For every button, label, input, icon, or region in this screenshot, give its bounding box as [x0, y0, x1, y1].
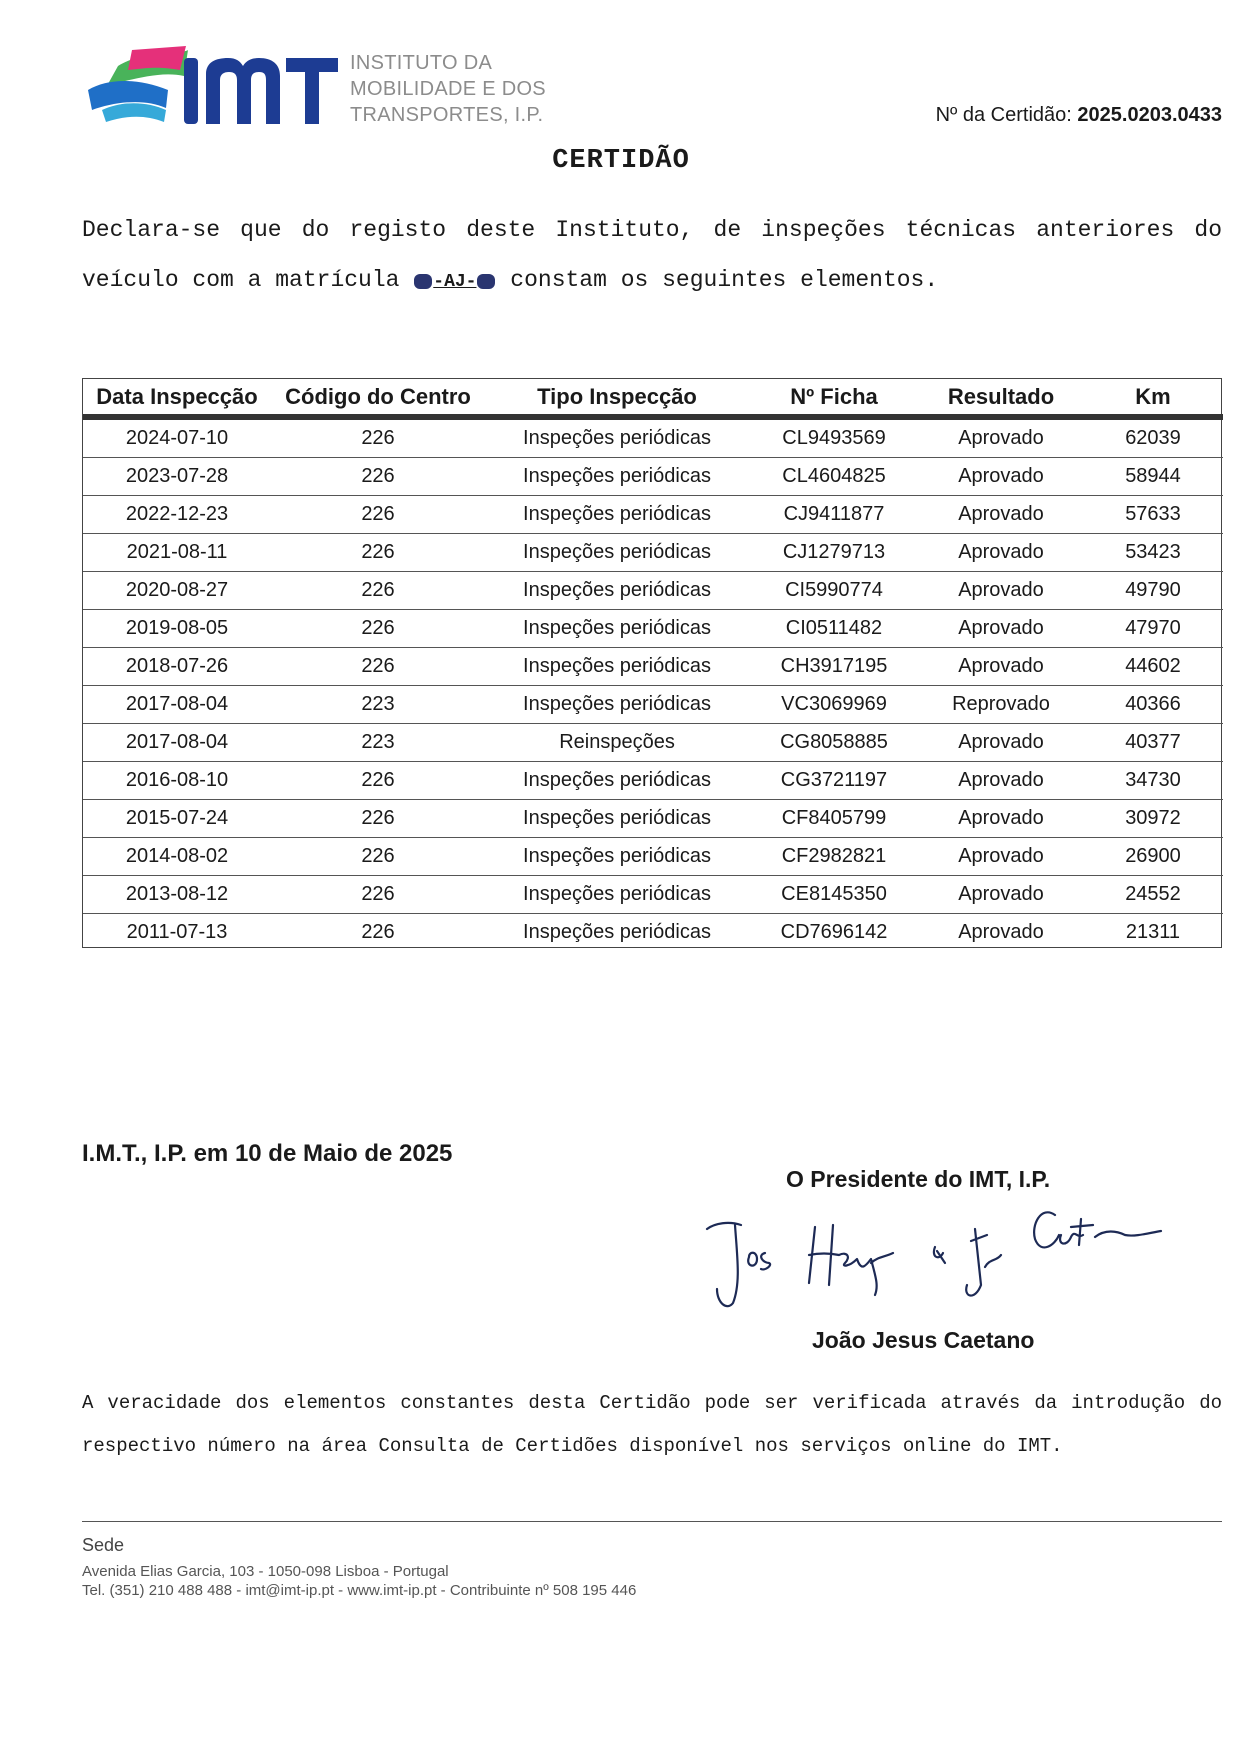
logo-letters: [184, 58, 338, 124]
institute-line: INSTITUTO DA: [350, 52, 493, 74]
table-cell: 26900: [1083, 838, 1223, 876]
logo-wave-cyan: [102, 103, 166, 122]
table-cell: 2021-08-11: [83, 534, 271, 572]
table-cell: 2020-08-27: [83, 572, 271, 610]
table-cell: Aprovado: [919, 800, 1083, 838]
table-cell: CF2982821: [749, 838, 919, 876]
table-cell: Aprovado: [919, 876, 1083, 914]
table-cell: 2017-08-04: [83, 724, 271, 762]
table-cell: 34730: [1083, 762, 1223, 800]
table-cell: 2015-07-24: [83, 800, 271, 838]
table-cell: 226: [271, 572, 485, 610]
table-cell: Aprovado: [919, 534, 1083, 572]
table-cell: Aprovado: [919, 762, 1083, 800]
table-cell: Aprovado: [919, 610, 1083, 648]
place-and-date: I.M.T., I.P. em 10 de Maio de 2025: [82, 1140, 453, 1167]
table-cell: Aprovado: [919, 458, 1083, 496]
table-cell: 226: [271, 762, 485, 800]
table-cell: 47970: [1083, 610, 1223, 648]
table-cell: 226: [271, 610, 485, 648]
footer-contacts: Tel. (351) 210 488 488 - imt@imt-ip.pt - www.imt-ip.pt - Contribuinte nº 508 195 446: [82, 1582, 637, 1599]
signer-role: O Presidente do IMT, I.P.: [786, 1166, 1051, 1192]
signer-name: João Jesus Caetano: [812, 1327, 1035, 1353]
table-cell: Aprovado: [958, 921, 1044, 943]
table-row: [83, 800, 1223, 838]
imt-logo: [88, 44, 338, 128]
table-cell: 226: [271, 800, 485, 838]
table-cell: CF8405799: [749, 800, 919, 838]
redaction-mark: [477, 274, 495, 289]
intro-text-end: constam os seguintes elementos.: [510, 267, 939, 293]
table-cell: 57633: [1083, 496, 1223, 534]
table-cell: 226: [271, 417, 485, 458]
intro-paragraph: [82, 205, 1222, 307]
table-row: [83, 686, 1223, 724]
table-cell: 2013-08-12: [83, 876, 271, 914]
table-cell: Inspeções periódicas: [485, 876, 749, 914]
column-header: Tipo Inspecção: [485, 379, 749, 417]
institute-line: TRANSPORTES, I.P.: [350, 104, 544, 126]
redaction-mark: [414, 274, 432, 289]
table-cell: 58944: [1083, 458, 1223, 496]
table-cell: Aprovado: [919, 838, 1083, 876]
table-row: [83, 876, 1223, 914]
table-cell: 40366: [1083, 686, 1223, 724]
table-row: [83, 496, 1223, 534]
table-cell: Inspeções periódicas: [523, 921, 711, 943]
logo-letter-t: [286, 58, 338, 124]
table-row: [83, 572, 1223, 610]
table-cell: 40377: [1083, 724, 1223, 762]
table-cell: CI0511482: [749, 610, 919, 648]
table-cell: 2014-08-02: [83, 838, 271, 876]
table-row: [83, 762, 1223, 800]
table-cell: Reinspeções: [485, 724, 749, 762]
verification-note: A veracidade dos elementos constantes desta Certidão pode ser verificada através da introdução do respectivo número na área Consulta de Certidões disponível nos serviços online do IMT.: [82, 1392, 1222, 1457]
table-row: [83, 724, 1223, 762]
table-row: [83, 458, 1223, 496]
table-cell: 226: [271, 496, 485, 534]
table-cell: 2011-07-13: [126, 921, 228, 943]
table-cell: 226: [271, 876, 485, 914]
table-cell: CL9493569: [749, 417, 919, 458]
footer-sede-label: Sede: [82, 1535, 125, 1555]
table-cell: 44602: [1083, 648, 1223, 686]
footer-divider: [82, 1521, 1222, 1522]
table-cell: Inspeções periódicas: [485, 838, 749, 876]
table-cell: Inspeções periódicas: [485, 496, 749, 534]
column-header: Data Inspecção: [83, 379, 271, 417]
table-cell: 226: [271, 648, 485, 686]
document-title: CERTIDÃO: [552, 146, 690, 176]
table-cell: Inspeções periódicas: [485, 458, 749, 496]
table-cell: Inspeções periódicas: [485, 572, 749, 610]
table-cell: CI5990774: [749, 572, 919, 610]
table-cell: Inspeções periódicas: [485, 800, 749, 838]
inspection-table: [82, 378, 1222, 948]
table-cell: 226: [271, 458, 485, 496]
logo-letter-m: [206, 58, 280, 124]
table-cell: CJ1279713: [749, 534, 919, 572]
table-row: [83, 838, 1223, 876]
table-row: [83, 417, 1223, 458]
table-cell: CG3721197: [749, 762, 919, 800]
table-cell: CL4604825: [749, 458, 919, 496]
table-cell: 2023-07-28: [83, 458, 271, 496]
table-cell: Aprovado: [919, 417, 1083, 458]
license-plate-text: -AJ-: [433, 272, 477, 292]
table-cell: Inspeções periódicas: [485, 762, 749, 800]
table-cell: Inspeções periódicas: [485, 534, 749, 572]
table-cell: 223: [271, 724, 485, 762]
table-cell: 2017-08-04: [83, 686, 271, 724]
handwritten-signature: [705, 1205, 1165, 1315]
table-cell: 24552: [1083, 876, 1223, 914]
certificate-number-value: 2025.0203.0433: [1077, 104, 1222, 126]
table-cell: CJ9411877: [749, 496, 919, 534]
table-body: [83, 417, 1223, 951]
license-plate: [413, 272, 496, 292]
column-header: Resultado: [919, 379, 1083, 417]
table-cell: 30972: [1083, 800, 1223, 838]
table-header-row: [83, 379, 1223, 417]
table-cell: Aprovado: [919, 496, 1083, 534]
table-row: [83, 534, 1223, 572]
table-cell: Aprovado: [919, 648, 1083, 686]
table-cell: Inspeções periódicas: [485, 417, 749, 458]
table-cell: 2018-07-26: [83, 648, 271, 686]
table-cell: Inspeções periódicas: [485, 648, 749, 686]
table-cell: 49790: [1083, 572, 1223, 610]
table-row: [83, 648, 1223, 686]
table-cell: Aprovado: [919, 572, 1083, 610]
table-cell: 226: [361, 921, 395, 943]
table-cell: 21311: [1125, 921, 1181, 943]
table-cell: 2019-08-05: [83, 610, 271, 648]
column-header: Km: [1083, 379, 1223, 417]
institute-line: MOBILIDADE E DOS: [350, 78, 546, 100]
footer-address: Avenida Elias Garcia, 103 - 1050-098 Lisboa - Portugal: [82, 1563, 449, 1580]
table-cell: 2022-12-23: [83, 496, 271, 534]
table-cell: VC3069969: [749, 686, 919, 724]
intro-text-start: Declara-se que do registo deste Instituto, de inspeções técnicas anteriores do veículo com a matrícula: [82, 217, 1222, 293]
table-row: [83, 914, 1223, 952]
table-cell: CH3917195: [749, 648, 919, 686]
table-cell: 62039: [1083, 417, 1223, 458]
table-cell: Inspeções periódicas: [485, 686, 749, 724]
table-cell: Inspeções periódicas: [485, 610, 749, 648]
table-cell: 223: [271, 686, 485, 724]
table-cell: Reprovado: [919, 686, 1083, 724]
table-cell: 226: [271, 534, 485, 572]
footer-address-block: [82, 1562, 636, 1600]
logo-wave-pink: [128, 46, 186, 70]
table-cell: CG8058885: [749, 724, 919, 762]
logo-letter-i: [184, 58, 198, 124]
table-cell: 226: [271, 838, 485, 876]
table-cell: CD7696142: [780, 921, 888, 943]
table-row: [83, 610, 1223, 648]
table-cell: 53423: [1083, 534, 1223, 572]
table-cell: Aprovado: [919, 724, 1083, 762]
table-cell: 2024-07-10: [83, 417, 271, 458]
institute-name: [350, 50, 546, 128]
column-header: Nº Ficha: [749, 379, 919, 417]
table-cell: 2016-08-10: [83, 762, 271, 800]
column-header: Código do Centro: [271, 379, 485, 417]
certificate-number-label: Nº da Certidão:: [935, 104, 1072, 126]
table-cell: CE8145350: [749, 876, 919, 914]
certificate-number: [936, 104, 1222, 127]
